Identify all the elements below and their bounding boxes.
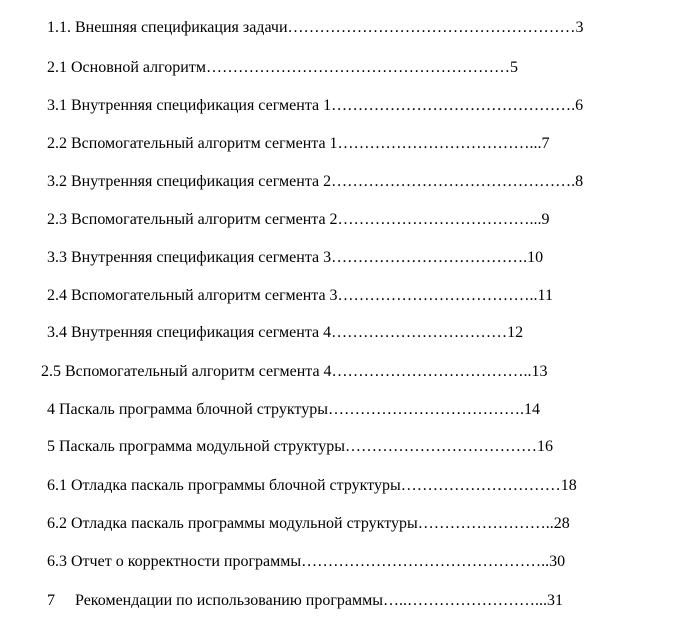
toc-entry-2-2: 2.2 Вспомогательный алгоритм сегмента 1………………………………...7 — [47, 135, 550, 152]
toc-entry-2-1: 2.1 Основной алгоритм…………………………………………………5 — [47, 59, 518, 76]
toc-entry-2-3: 2.3 Вспомогательный алгоритм сегмента 2………………………………...9 — [47, 211, 550, 228]
toc-entry-2-5: 2.5 Вспомогательный алгоритм сегмента 4………………………………..13 — [41, 363, 548, 380]
toc-entry-6-3: 6.3 Отчет о корректности программы………………………………………..30 — [47, 553, 566, 570]
toc-entry-3-3: 3.3 Внутренняя спецификация сегмента 3……………………………….10 — [47, 249, 544, 266]
toc-entry-5: 5 Паскаль программа модульной структуры………………………………16 — [47, 438, 553, 455]
toc-entry-2-4: 2.4 Вспомогательный алгоритм сегмента 3………………………………..11 — [47, 287, 553, 304]
toc-entry-7: 7 Рекомендации по использованию программы…..……………………...31 — [47, 592, 563, 609]
toc-entry-3-1: 3.1 Внутренняя спецификация сегмента 1……………………………………….6 — [47, 97, 584, 114]
toc-entry-3-4: 3.4 Внутренняя спецификация сегмента 4……………………………12 — [47, 324, 524, 341]
toc-entry-6-2: 6.2 Отладка паскаль программы модульной структуры……………………..28 — [47, 515, 570, 532]
toc-entry-6-1: 6.1 Отладка паскаль программы блочной структуры…………………………18 — [47, 477, 577, 494]
toc-entry-1-1: 1.1. Внешняя спецификация задачи………………………………………………3 — [47, 19, 584, 36]
toc-entry-3-2: 3.2 Внутренняя спецификация сегмента 2……………………………………….8 — [47, 173, 584, 190]
toc-entry-4: 4 Паскаль программа блочной структуры……………………………….14 — [47, 401, 540, 418]
